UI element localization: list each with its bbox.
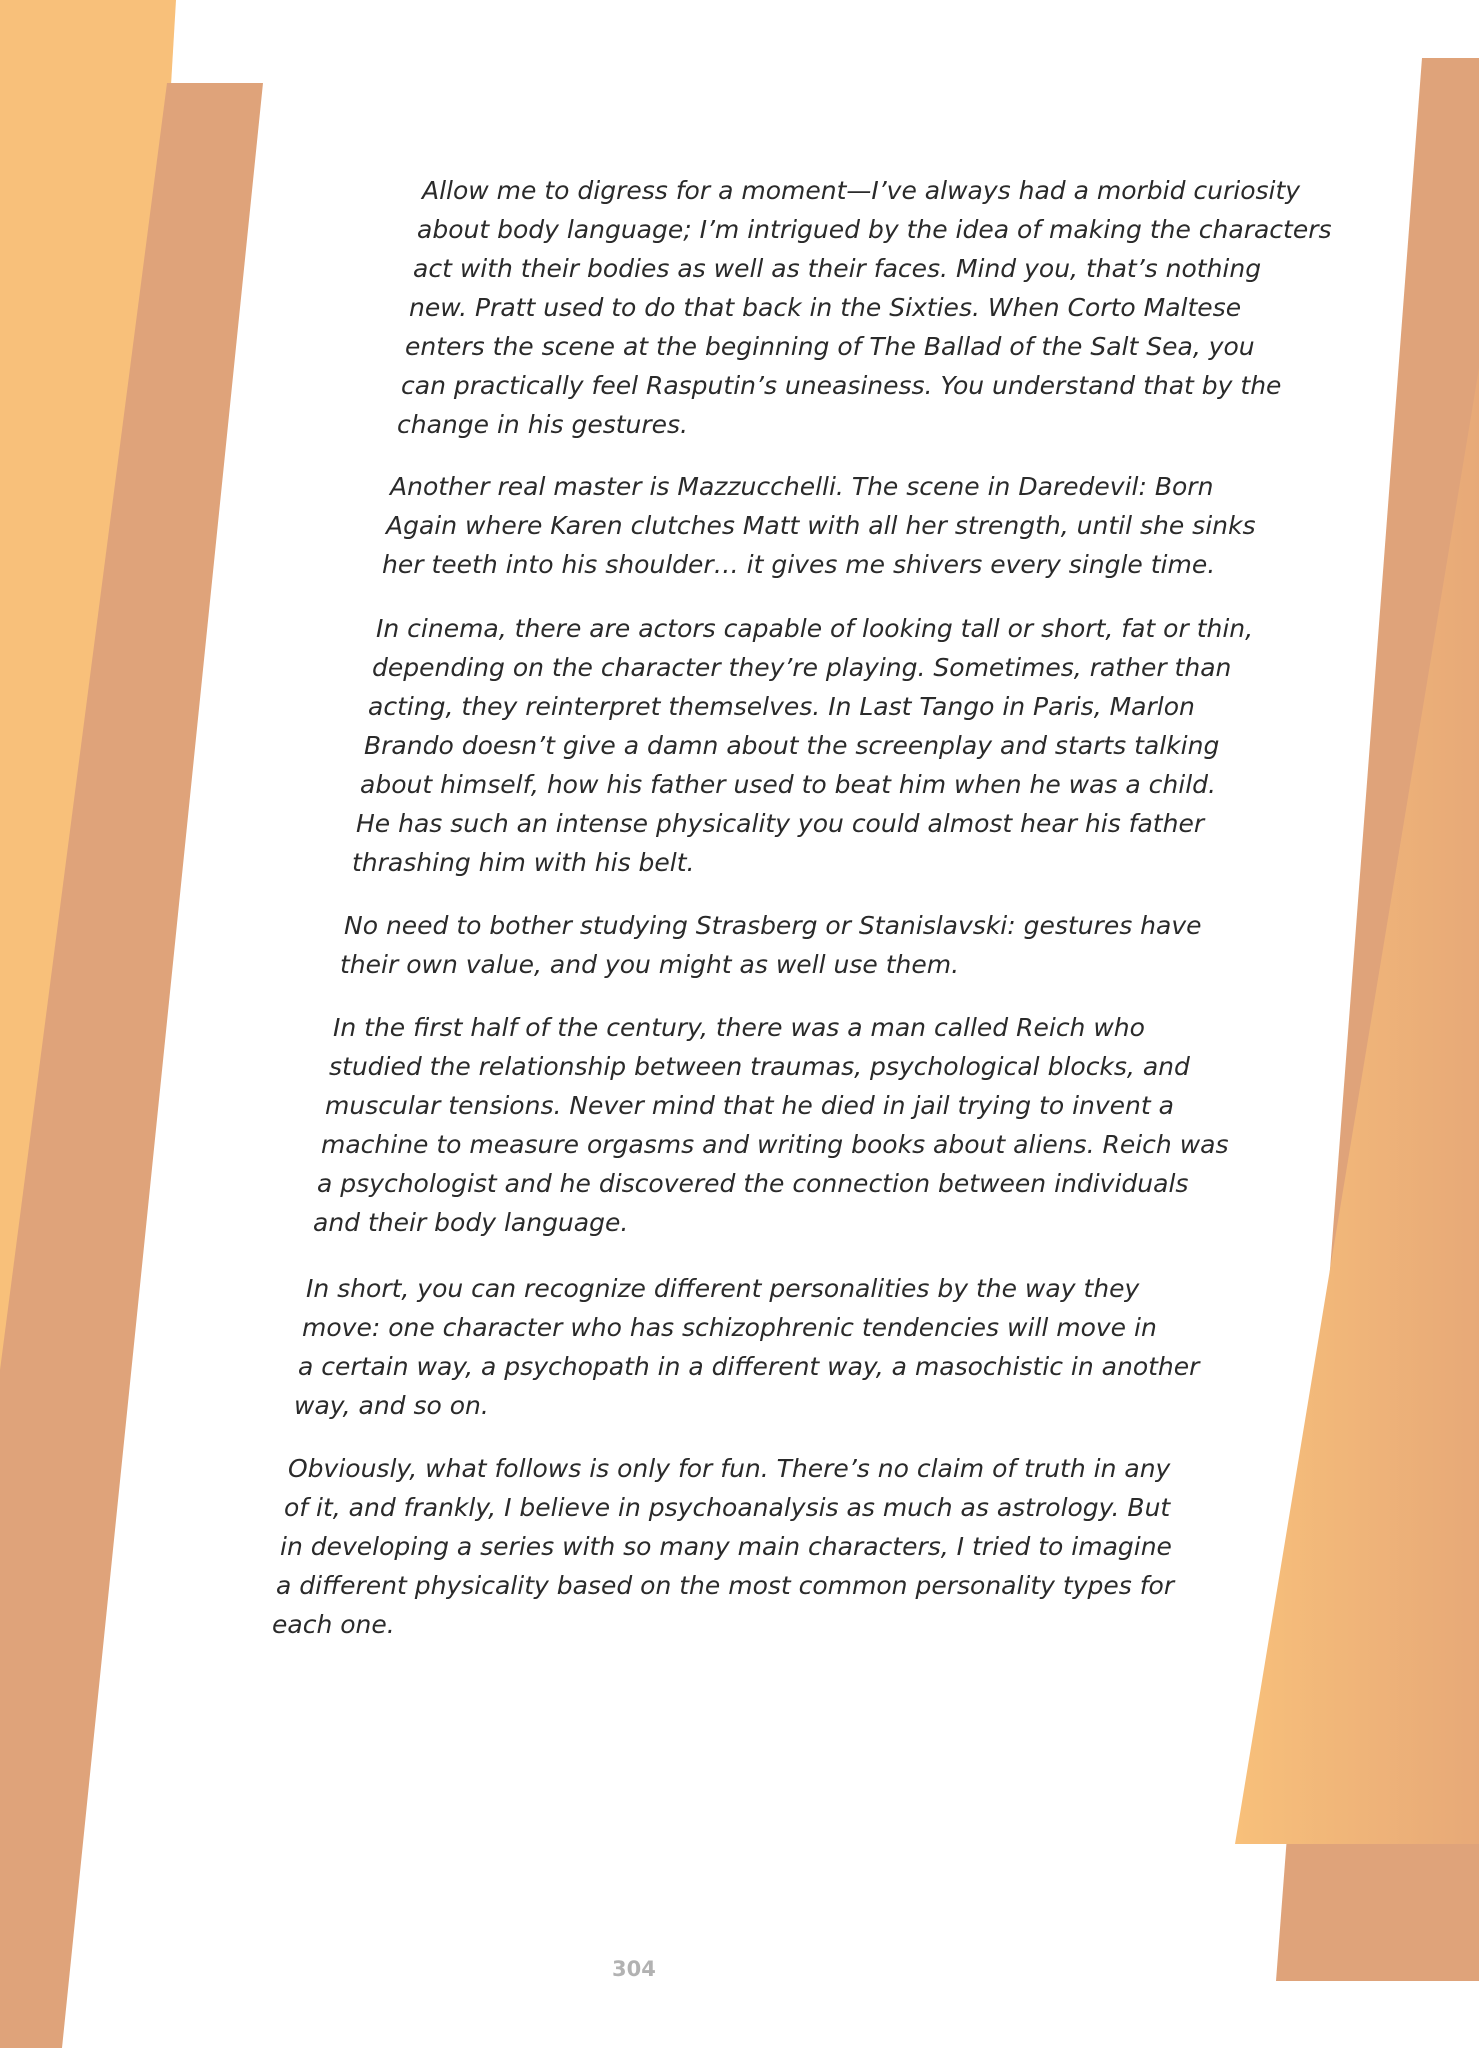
text-line: change in his gestures.	[397, 410, 689, 439]
text-line: He has such an intense physicality you could almost hear his father	[356, 809, 1205, 838]
text-line: move: one character who has schizophrenic tendencies will move in	[302, 1313, 1157, 1342]
text-line: Obviously, what follows is only for fun. There’s no claim of truth in any	[288, 1454, 1171, 1483]
right-stripe-light	[1235, 368, 1479, 1844]
text-line: about body language; I’m intrigued by the idea of making the characters	[417, 215, 1332, 244]
text-line: Another real master is Mazzucchelli. The scene in Daredevil: Born	[390, 472, 1214, 501]
text-line: new. Pratt used to do that back in the Sixties. When Corto Maltese	[409, 293, 1242, 322]
text-line: Again where Karen clutches Matt with all her strength, until she sinks	[386, 511, 1256, 540]
text-line: studied the relationship between traumas, psychological blocks, and	[329, 1052, 1190, 1081]
paragraph	[352, 609, 1254, 882]
text-line: Brando doesn’t give a damn about the screenplay and starts talking	[364, 731, 1220, 760]
text-line: No need to bother studying Strasberg or Stanislavski: gestures have	[344, 911, 1202, 940]
paragraph	[313, 1008, 1229, 1242]
text-line: each one.	[272, 1610, 395, 1639]
text-line: way, and so on.	[294, 1391, 489, 1420]
text-line: about himself, how his father used to beat him when he was a child.	[360, 770, 1216, 799]
text-line: a certain way, a psychopath in a different way, a masochistic in another	[298, 1352, 1200, 1381]
text-line: acting, they reinterpret themselves. In Last Tango in Paris, Marlon	[368, 692, 1195, 721]
text-line: of it, and frankly, I believe in psychoanalysis as much as astrology. But	[284, 1493, 1171, 1522]
paragraph	[294, 1269, 1200, 1425]
text-line: thrashing him with his belt.	[352, 848, 695, 877]
text-line: and their body language.	[313, 1208, 629, 1237]
text-line: a psychologist and he discovered the connection between individuals	[317, 1169, 1189, 1198]
text-line: in developing a series with so many main characters, I tried to imagine	[280, 1532, 1172, 1561]
page-number: 304	[612, 1957, 656, 1981]
text-line: act with their bodies as well as their faces. Mind you, that’s nothing	[413, 254, 1262, 283]
paragraph	[382, 467, 1256, 584]
paragraph	[340, 906, 1202, 984]
text-line: machine to measure orgasms and writing books about aliens. Reich was	[321, 1130, 1229, 1159]
text-line: depending on the character they’re playing. Sometimes, rather than	[372, 653, 1232, 682]
text-line: In cinema, there are actors capable of looking tall or short, fat or thin,	[376, 614, 1254, 643]
text-line: In the first half of the century, there was a man called Reich who	[333, 1013, 1145, 1042]
text-line: In short, you can recognize different personalities by the way they	[306, 1274, 1140, 1303]
text-line: their own value, and you might as well use them.	[340, 950, 960, 979]
text-line: a different physicality based on the most common personality types for	[276, 1571, 1175, 1600]
text-line: can practically feel Rasputin’s uneasiness. You understand that by the	[401, 371, 1282, 400]
text-line: enters the scene at the beginning of The Ballad of the Salt Sea, you	[405, 332, 1255, 361]
paragraph	[397, 171, 1332, 444]
text-line: her teeth into his shoulder… it gives me shivers every single time.	[382, 550, 1216, 579]
text-line: Allow me to digress for a moment—I’ve always had a morbid curiosity	[422, 176, 1301, 205]
paragraph	[272, 1449, 1175, 1644]
text-line: muscular tensions. Never mind that he died in jail trying to invent a	[325, 1091, 1174, 1120]
